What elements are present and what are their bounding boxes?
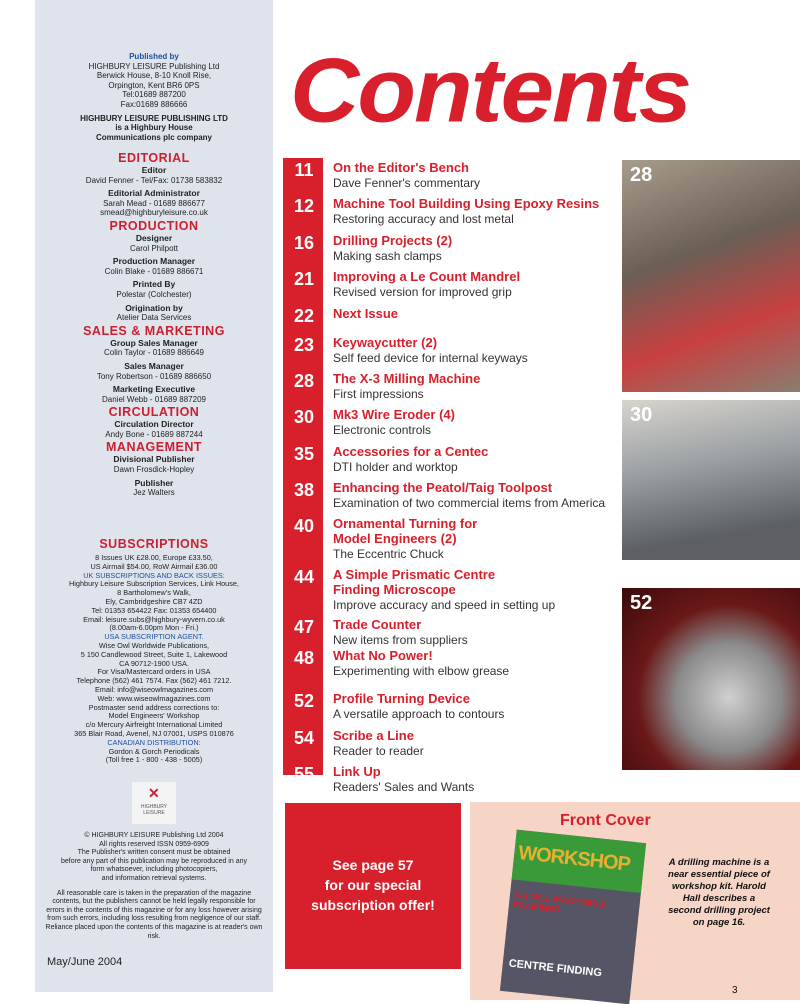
entry-title: On the Editor's Bench: [333, 160, 469, 175]
entry-page-number: 44: [293, 567, 315, 587]
entry-subtitle: Making sash clamps: [333, 249, 442, 263]
logo-mark-icon: ✕: [148, 785, 160, 801]
text: 365 Blair Road, Avenel, NJ 07001, USPS 010876: [74, 728, 234, 738]
subscriptions-info: [35, 536, 273, 765]
entry-title: Scribe a Line: [333, 728, 414, 743]
text: The Publisher's written consent must be obtained: [77, 849, 231, 857]
entry-subtitle: The Eccentric Chuck: [333, 547, 444, 561]
cover-bottom-text: CENTRE FINDING: [508, 957, 603, 980]
copyright-notice: [35, 832, 273, 941]
role: Group Sales Manager: [110, 337, 198, 348]
text: form whatsoever, including photocopiers,: [90, 866, 218, 874]
entry-title: Ornamental Turning for: [333, 516, 478, 531]
cover-kicker: X-3 MILL MACHINING EXAMINED: [512, 889, 606, 915]
section-heading: SALES & MARKETING: [83, 323, 225, 338]
text: Carol Philpott: [129, 243, 179, 253]
text: USA SUBSCRIPTION AGENT.: [104, 632, 204, 642]
contents-entry[interactable]: [283, 764, 623, 798]
text: Ely, Cambridgeshire CB7 4ZD: [105, 596, 203, 606]
text: Email: leisure.subs@highbury-wyvern.co.uk: [83, 614, 225, 624]
text: Tel:01689 887200: [122, 90, 186, 100]
text: CANADIAN DISTRIBUTION:: [107, 737, 201, 747]
section-heading: PRODUCTION: [109, 218, 199, 233]
text: 8 Bartholomew's Walk,: [117, 588, 191, 598]
entry-subtitle: Readers' Sales and Wants: [333, 780, 475, 794]
text: Highbury Leisure Subscription Services, Link House,: [69, 579, 239, 589]
text: Tony Robertson - 01689 886650: [96, 371, 212, 381]
text: Telephone (562) 461 7574. Fax (562) 461 7212.: [76, 676, 232, 686]
text: Sarah Mead - 01689 886677: [103, 198, 205, 208]
entry-subtitle: First impressions: [333, 387, 424, 401]
entry-title: Enhancing the Peatol/Taig Toolpost: [333, 480, 553, 495]
entry-subtitle: DTI holder and worktop: [333, 460, 458, 474]
entry-subtitle: Examination of two commercial items from America: [333, 496, 606, 510]
section-heading: SUBSCRIPTIONS: [99, 537, 209, 551]
text: David Fenner - Tel/Fax: 01738 583832: [85, 175, 223, 185]
published-by-label: Published by: [129, 52, 179, 61]
text: US Airmail $54.00, RoW Airmail £36.00: [90, 561, 218, 571]
role: Editorial Administrator: [108, 188, 200, 199]
contents-entry[interactable]: [283, 407, 623, 441]
contents-entry[interactable]: [283, 335, 623, 369]
role: Origination by: [125, 302, 183, 313]
entry-title: What No Power!: [333, 648, 433, 663]
entry-subtitle: Self feed device for internal keyways: [333, 351, 528, 365]
text: Fax:01689 886666: [120, 99, 188, 109]
text: (Toll free 1 - 800 - 438 - 5005): [105, 755, 203, 765]
role: Marketing Executive: [112, 384, 196, 395]
text: Andy Bone - 01689 887244: [105, 429, 203, 439]
photo-milling-machine: [622, 160, 800, 392]
contents-entry[interactable]: [283, 728, 623, 762]
entry-page-number: 30: [293, 407, 315, 427]
role: Publisher: [134, 477, 174, 488]
text: All rights reserved ISSN 0959-6909: [99, 840, 209, 848]
page-title: Contents: [290, 39, 690, 142]
text: c/o Mercury Airfreight International Limited: [85, 720, 223, 730]
entry-title: Machine Tool Building Using Epoxy Resins: [333, 196, 600, 211]
entry-subtitle: Restoring accuracy and lost metal: [333, 212, 514, 226]
text: Email: info@wiseowlmagazines.com: [94, 684, 214, 694]
contents-entry[interactable]: [283, 567, 623, 612]
entry-page-number: 21: [293, 269, 315, 289]
front-cover-box: [470, 802, 800, 1000]
section-heading: MANAGEMENT: [106, 440, 202, 455]
role: Designer: [135, 232, 173, 243]
text: Orpington, Kent BR6 0PS: [108, 80, 200, 90]
entry-title: Next Issue: [333, 306, 399, 321]
section-heading: EDITORIAL: [118, 151, 190, 165]
text: is a Highbury House: [115, 123, 193, 133]
issue-date: May/June 2004: [47, 956, 123, 968]
text: Gordon & Gorch Periodicals: [108, 746, 200, 756]
text: Atelier Data Services: [116, 313, 192, 323]
entry-title: Drilling Projects (2): [333, 233, 453, 248]
publisher-logo: [132, 782, 176, 824]
contents-entry[interactable]: [283, 196, 623, 230]
text: Colin Taylor - 01689 886649: [104, 348, 204, 358]
text: Model Engineers' Workshop: [108, 711, 200, 721]
contents-entry[interactable]: [283, 160, 623, 194]
entry-subtitle: Revised version for improved grip: [333, 285, 512, 299]
text: and information retrieval systems.: [101, 874, 207, 882]
text: 5 150 Candlewood Street, Suite 1, Lakewood: [80, 649, 228, 659]
publisher-info: [35, 52, 273, 142]
entry-subtitle: Experimenting with elbow grease: [333, 664, 510, 678]
role: Sales Manager: [124, 360, 184, 371]
text: For Visa/Mastercard orders in USA: [97, 667, 211, 677]
text: before any part of this publication may be reproduced in any: [60, 857, 247, 865]
text: subscription offer!: [311, 897, 435, 913]
entry-page-number: 28: [293, 371, 315, 391]
subscription-offer-box[interactable]: [285, 803, 461, 969]
contents-entry[interactable]: [283, 444, 623, 478]
contents-entry[interactable]: [283, 617, 623, 651]
masthead-panel: [35, 0, 273, 992]
text: Communications plc company: [95, 132, 213, 142]
text: Berwick House, 8-10 Knoll Rise,: [96, 71, 212, 81]
text: Wise Owl Worldwide Publications,: [98, 640, 210, 650]
cover-title: WORKSHOP: [517, 842, 631, 876]
logo-text: HIGHBURY LEISURE: [140, 804, 168, 816]
role: Production Manager: [112, 256, 196, 267]
text: © HIGHBURY LEISURE Publishing Ltd 2004: [84, 832, 224, 839]
section-heading: CIRCULATION: [108, 405, 200, 420]
entry-title: The X-3 Milling Machine: [333, 371, 481, 386]
text: UK SUBSCRIPTIONS AND BACK ISSUES:: [83, 570, 225, 580]
entry-page-number: 48: [293, 648, 315, 668]
entry-page-number: 35: [293, 444, 315, 464]
photo-page-label: 52: [630, 592, 653, 614]
disclaimer: All reasonable care is taken in the preparation of the magazine contents, but the publishers cannot be held legally responsible for errors in the contents of this magazine or for any loss however arising from such errors, including loss resulting from negligence of our staff. Reliance placed upon the contents of this magazine is at reader's own risk.: [45, 889, 263, 940]
contents-entry[interactable]: [283, 371, 623, 405]
entry-subtitle: A versatile approach to contours: [333, 707, 505, 721]
contents-entry[interactable]: [283, 233, 623, 267]
entry-title: Link Up: [333, 764, 381, 779]
photo-profile-turning: [622, 588, 800, 770]
entry-subtitle: Dave Fenner's commentary: [333, 176, 481, 190]
text: Daniel Webb - 01689 887209: [102, 394, 206, 404]
contents-entry[interactable]: [283, 648, 623, 682]
entry-page-number: 38: [293, 480, 315, 500]
entry-title-line2: Finding Microscope: [333, 582, 456, 597]
photo-page-label: 30: [630, 404, 653, 426]
text: CA 90712-1900 USA.: [119, 658, 189, 668]
role: Circulation Director: [114, 419, 194, 430]
text: Postmaster send address corrections to:: [88, 702, 220, 712]
text: Tel: 01353 654422 Fax: 01353 654400: [91, 605, 217, 615]
entry-title: Mk3 Wire Eroder (4): [333, 407, 455, 422]
entry-subtitle: Reader to reader: [333, 744, 424, 758]
entry-page-number: 23: [293, 335, 315, 355]
role: Editor: [141, 165, 167, 175]
text: Jez Walters: [133, 488, 175, 498]
text: Polestar (Colchester): [116, 289, 192, 299]
text: See page 57: [332, 857, 414, 873]
text: HIGHBURY LEISURE Publishing Ltd: [88, 61, 220, 71]
entry-subtitle: Improve accuracy and speed in setting up: [333, 598, 556, 612]
entry-title: A Simple Prismatic Centre: [333, 567, 496, 582]
entry-title: Profile Turning Device: [333, 691, 471, 706]
entry-page-number: 12: [293, 196, 315, 216]
front-cover-heading: Front Cover: [560, 812, 651, 829]
text: Web: www.wiseowlmagazines.com: [97, 693, 211, 703]
contents-entry[interactable]: [283, 691, 623, 725]
text: Dawn Frosdick-Hopley: [113, 465, 195, 475]
entry-subtitle: Electronic controls: [333, 423, 432, 437]
staff-list: [35, 150, 273, 498]
entry-page-number: 52: [293, 691, 315, 711]
text: smead@highburyleisure.co.uk: [100, 208, 208, 218]
text: (8.00am-6.00pm Mon - Fri.): [109, 623, 199, 633]
entry-page-number: 47: [293, 617, 315, 637]
role: Printed By: [132, 279, 176, 290]
entry-page-number: 16: [293, 233, 315, 253]
text: 8 Issues UK £28.00, Europe £33.50,: [95, 553, 213, 562]
photo-wire-eroder: [622, 400, 800, 560]
front-cover-caption: A drilling machine is a near essential piece of workshop kit. Harold Hall describes a second drilling project on page 16.: [668, 857, 770, 928]
entry-page-number: 11: [294, 160, 314, 180]
entry-page-number: 55: [293, 764, 315, 784]
cover-image: [500, 830, 646, 1004]
page-number: 3: [732, 985, 738, 996]
entry-title-line2: Model Engineers (2): [333, 531, 457, 546]
text: Colin Blake - 01689 886671: [104, 266, 204, 276]
entry-page-number: 40: [293, 516, 315, 536]
entry-title: Keywaycutter (2): [333, 335, 438, 350]
contents-entry[interactable]: [283, 480, 623, 514]
entry-page-number: 22: [293, 306, 315, 326]
contents-entry[interactable]: [283, 516, 623, 561]
role: Divisional Publisher: [113, 454, 195, 465]
entry-title: Improving a Le Count Mandrel: [333, 269, 521, 284]
entry-title: Trade Counter: [333, 617, 422, 632]
entry-subtitle: New items from suppliers: [333, 633, 468, 647]
text: HIGHBURY LEISURE PUBLISHING LTD: [80, 113, 228, 123]
entry-title: Accessories for a Centec: [333, 444, 489, 459]
photo-page-label: 28: [630, 164, 653, 186]
entry-page-number: 54: [293, 728, 315, 748]
contents-entry[interactable]: [283, 269, 623, 303]
text: for our special: [324, 877, 422, 893]
